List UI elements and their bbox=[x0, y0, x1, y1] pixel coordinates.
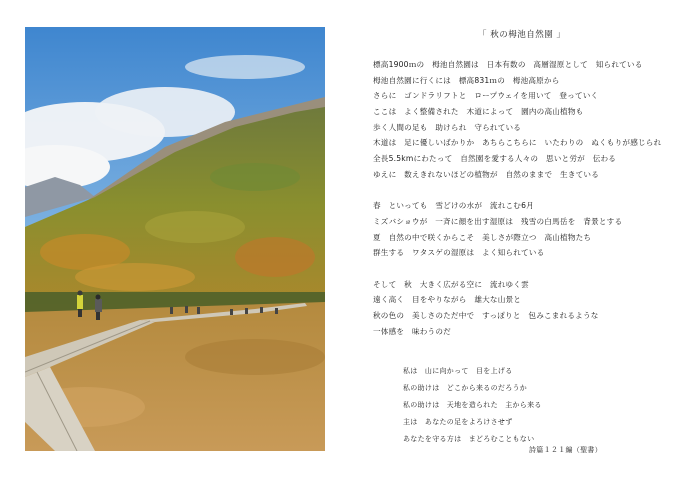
poem-line: 春 といっても 雪どけの水が 流れこむ6月 bbox=[373, 201, 534, 211]
stanza-gap bbox=[373, 183, 673, 199]
poem-line: 夏 自然の中で咲くからこそ 美しさが際立つ 高山植物たち bbox=[373, 232, 592, 242]
poem-line: さらに ゴンドラリフトと ロープウェイを用いて 登っていく bbox=[373, 91, 599, 101]
verse-citation: 詩篇１２１編（聖書） bbox=[529, 446, 602, 454]
stanza-gap bbox=[373, 261, 673, 277]
poem-line: ここは よく整備された 木道によって 園内の高山植物も bbox=[373, 107, 584, 117]
poem-line: ゆえに 数えきれないほどの植物が 自然のままで 生きている bbox=[373, 169, 600, 179]
poem-line: 遠く高く 目をやりながら 雄大な山景と bbox=[373, 295, 522, 305]
poem bbox=[373, 57, 673, 339]
poem-line: 群生する ワタスゲの湿原は よく知られている bbox=[373, 248, 545, 258]
scripture-verse bbox=[403, 363, 542, 448]
poem-line: 木道は 足に優しいばかりか あちらこちらに いたわりの ぬくもりが感じられ bbox=[373, 138, 662, 148]
poem-line: そして 秋 大きく広がる空に 流れゆく雲 bbox=[373, 279, 529, 289]
poem-line: 秋の色の 美しさのただ中で すっぽりと 包みこまれるような bbox=[373, 311, 599, 320]
verse-line: 私は 山に向かって 目を上げる bbox=[403, 367, 513, 375]
verse-line: あなたを守る方は まどろむこともない bbox=[403, 435, 535, 443]
verse-line: 私の助けは どこから来るのだろうか bbox=[403, 384, 528, 392]
poem-line: 栂池自然園に行くには 標高831ｍの 栂池高原から bbox=[373, 75, 560, 85]
verse-line: 主は あなたの足をよろけさせず bbox=[403, 418, 513, 426]
autumn-wetland-photo bbox=[25, 27, 325, 451]
poem-line: 標高1900ｍの 栂池自然園は 日本有数の 高層湿原として 知られている bbox=[373, 60, 643, 69]
page-title: 「 秋の栂池自然園 」 bbox=[478, 30, 566, 40]
poem-line: ミズバショウが 一斉に顔を出す湿原は 残雪の白馬岳を 背景とする bbox=[373, 216, 623, 226]
poem-line: 全長5.5kmにわたって 自然園を愛する人々の 思いと労が 伝わる bbox=[373, 154, 617, 164]
poem-line: 一体感を 味わうのだ bbox=[373, 326, 451, 336]
poem-line: 歩く人間の足も 助けられ 守られている bbox=[373, 122, 522, 132]
verse-line: 私の助けは 天地を造られた 主から来る bbox=[403, 401, 542, 409]
